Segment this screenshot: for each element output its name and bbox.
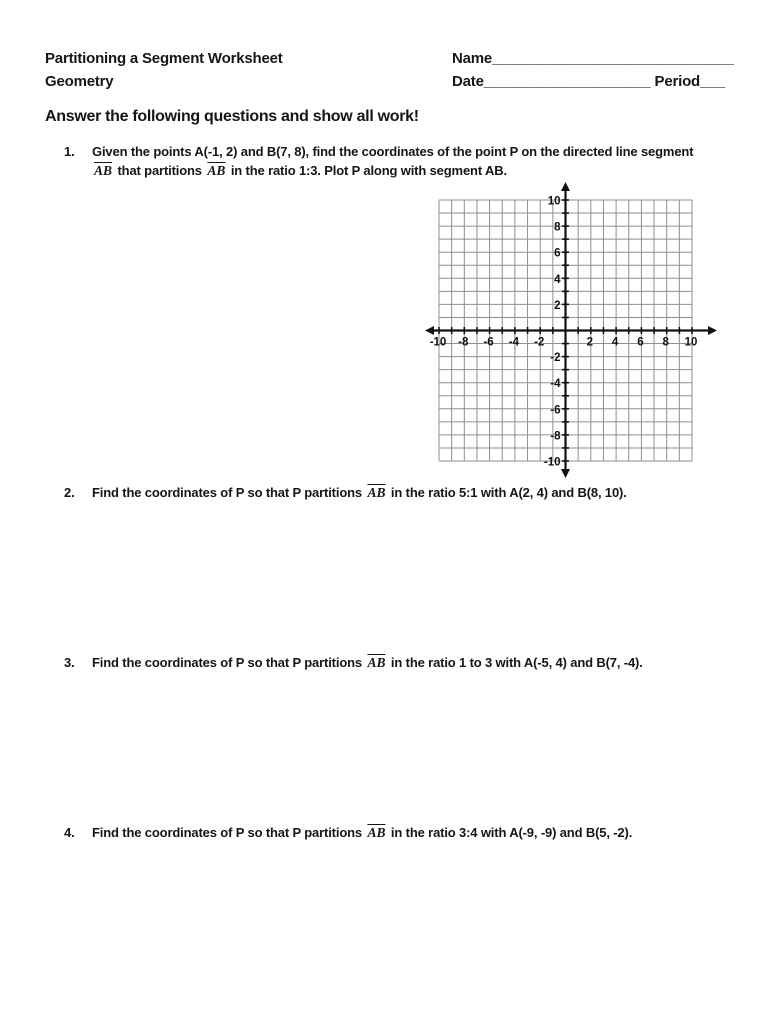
- svg-text:10: 10: [547, 195, 561, 208]
- svg-text:-10: -10: [543, 456, 561, 469]
- svg-text:6: 6: [637, 336, 644, 349]
- svg-text:4: 4: [611, 336, 619, 349]
- svg-text:-8: -8: [458, 336, 469, 349]
- svg-text:10: 10: [684, 336, 698, 349]
- date-line: [452, 71, 734, 94]
- segment-ab-notation: $\overline{AB}$: [367, 825, 386, 840]
- question-4-number: 4.: [64, 825, 75, 840]
- worksheet-title: Partitioning a Segment Worksheet: [45, 50, 283, 67]
- svg-text:-2: -2: [534, 336, 545, 349]
- period-label: Period: [654, 72, 701, 90]
- question-3-number: 3.: [64, 655, 75, 670]
- question-4: [64, 823, 736, 842]
- question-1-number: 1.: [64, 144, 75, 159]
- svg-text:2: 2: [586, 336, 594, 349]
- svg-text:8: 8: [554, 221, 561, 234]
- worksheet-subject: Geometry: [45, 72, 114, 90]
- segment-ab-notation: $\overline{AB}$: [367, 655, 386, 670]
- question-4-text: Find the coordinates of P so that P partitions $\overline{AB}$ in the ratio 3:4 with A(-9, -9) and B(5, -2).: [92, 825, 633, 840]
- instructions-heading: Answer the following questions and show all work!: [45, 108, 419, 125]
- svg-text:-10: -10: [429, 336, 447, 349]
- svg-text:8: 8: [662, 336, 669, 349]
- question-1-text: Given the points A(-1, 2) and B(7, 8), find the coordinates of the point P on the directed line segment $\overline{AB}$ that partitions $\overline{AB}$ in the ratio 1:3. Plot P along with segment AB.: [92, 144, 694, 178]
- name-label: Name: [452, 50, 493, 67]
- svg-text:-6: -6: [550, 404, 561, 417]
- svg-text:-2: -2: [550, 352, 561, 365]
- coordinate-grid: [425, 180, 717, 480]
- svg-text:-8: -8: [550, 430, 561, 443]
- svg-text:2: 2: [554, 299, 561, 312]
- question-3: [64, 653, 736, 672]
- svg-text:-6: -6: [483, 336, 494, 349]
- question-1: [64, 142, 736, 180]
- question-2-text: Find the coordinates of P so that P partitions $\overline{AB}$ in the ratio 5:1 with A(2, 4) and B(8, 10).: [92, 485, 627, 500]
- question-3-text: Find the coordinates of P so that P partitions $\overline{AB}$ in the ratio 1 to 3 with A(-5, 4) and B(7, -4).: [92, 655, 643, 670]
- segment-ab-notation: $\overline{AB}$: [94, 163, 113, 178]
- question-2: [64, 483, 736, 502]
- segment-ab-notation: $\overline{AB}$: [207, 163, 226, 178]
- question-2-number: 2.: [64, 485, 75, 500]
- name-blank-field[interactable]: _____________________________: [492, 50, 734, 67]
- date-label: Date: [452, 72, 484, 90]
- name-line: [452, 48, 734, 71]
- svg-text:6: 6: [554, 247, 561, 260]
- svg-text:-4: -4: [508, 336, 520, 349]
- date-blank-field[interactable]: ____________________: [483, 72, 651, 90]
- segment-ab-notation: $\overline{AB}$: [367, 485, 386, 500]
- header-fill-block: [452, 48, 734, 93]
- coordinate-grid-figure: [425, 180, 717, 480]
- svg-text:-4: -4: [550, 378, 561, 391]
- svg-text:4: 4: [554, 273, 561, 286]
- period-blank-field[interactable]: ___: [700, 72, 726, 90]
- header-title-block: [45, 48, 283, 93]
